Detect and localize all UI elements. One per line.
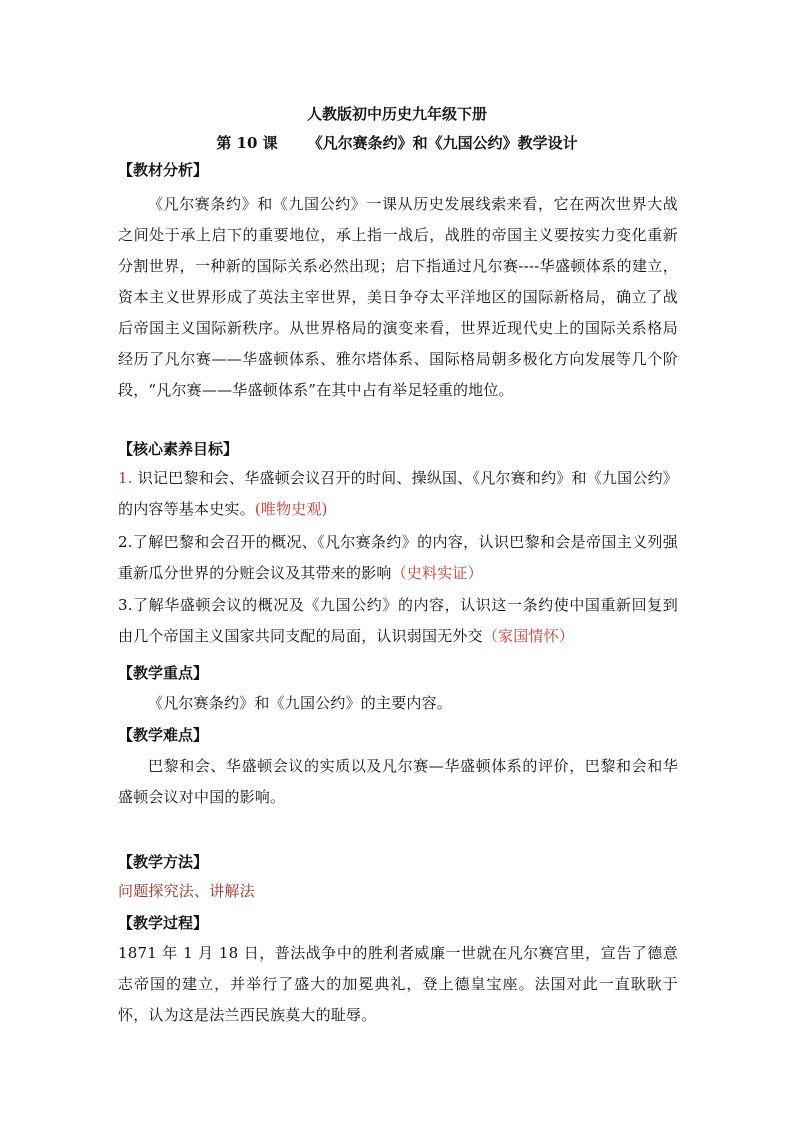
lesson-title-line: [0, 133, 794, 153]
goal-item-2: [118, 527, 678, 589]
goal-tag: （家国情怀）: [482, 627, 575, 645]
key-points-text: 《凡尔赛条约》和《九国公约》的主要内容。: [148, 694, 453, 712]
methods-heading: 【教学方法】: [118, 853, 209, 871]
lesson-title: 《凡尔赛条约》和《九国公约》教学设计: [307, 134, 578, 152]
goal-text: 识记巴黎和会、华盛顿会议召开的时间、操纵国、《凡尔赛和约》和《九国公约》的内容等基本史实。: [118, 469, 678, 518]
book-title: 人教版初中历史九年级下册: [306, 105, 487, 123]
goal-item-3: [118, 590, 678, 652]
process-paragraph: 1871 年 1 月 18 日，普法战争中的胜利者威廉一世就在凡尔赛宫里，宣告了德意志帝国的建立，并举行了盛大的加冕典礼，登上德皇宝座。法国对此一直耿耿于怀，认为这是法兰西民族莫大的耻辱。: [118, 944, 678, 1024]
goal-text: 了解巴黎和会召开的概况、《凡尔赛条约》的内容，认识巴黎和会是帝国主义列强重新瓜分世界的分赃会议及其带来的影响: [118, 533, 678, 582]
goal-tag: (唯物史观): [254, 500, 328, 518]
goal-number: 1.: [118, 469, 133, 487]
goal-item-1: [118, 463, 678, 525]
goals-heading: 【核心素养目标】: [118, 440, 239, 458]
analysis-paragraph: 《凡尔赛条约》和《九国公约》一课从历史发展线索来看，它在两次世界大战之间处于承上启下的重要地位，承上指一战后，战胜的帝国主义要按实力变化重新分割世界，一种新的国际关系必然出现；启下指通过凡尔赛----华盛顿体系的建立，资本主义世界形成了英法主宰世界，美日争夺太平洋地区的国际新格局，确立了战后帝国主义国际新秩序。从世界格局的演变来看，世界近现代史上的国际关系格局经历了凡尔赛——华盛顿体系、雅尔塔体系、国际格局朝多极化方向发展等几个阶段，“凡尔赛——华盛顿体系”在其中占有举足轻重的地位。: [118, 195, 678, 399]
goal-tag: （史料实证）: [391, 564, 483, 582]
difficulties-text: 巴黎和会、华盛顿会议的实质以及凡尔赛—华盛顿体系的评价，巴黎和会和华盛顿会议对中国的影响。: [118, 757, 678, 806]
difficulties-heading: 【教学难点】: [118, 726, 209, 744]
goal-number: 3.: [118, 596, 133, 614]
lesson-number: 第 10 课: [216, 134, 278, 152]
goal-text: 了解华盛顿会议的概况及《九国公约》的内容，认识这一条约使中国重新回复到由几个帝国主义国家共同支配的局面，认识弱国无外交: [118, 596, 678, 645]
goal-number: 2.: [118, 533, 133, 551]
process-heading: 【教学过程】: [118, 914, 209, 932]
analysis-heading: 【教材分析】: [118, 161, 209, 179]
methods-text: 问题探究法、讲解法: [118, 882, 255, 900]
key-points-heading: 【教学重点】: [118, 664, 209, 682]
